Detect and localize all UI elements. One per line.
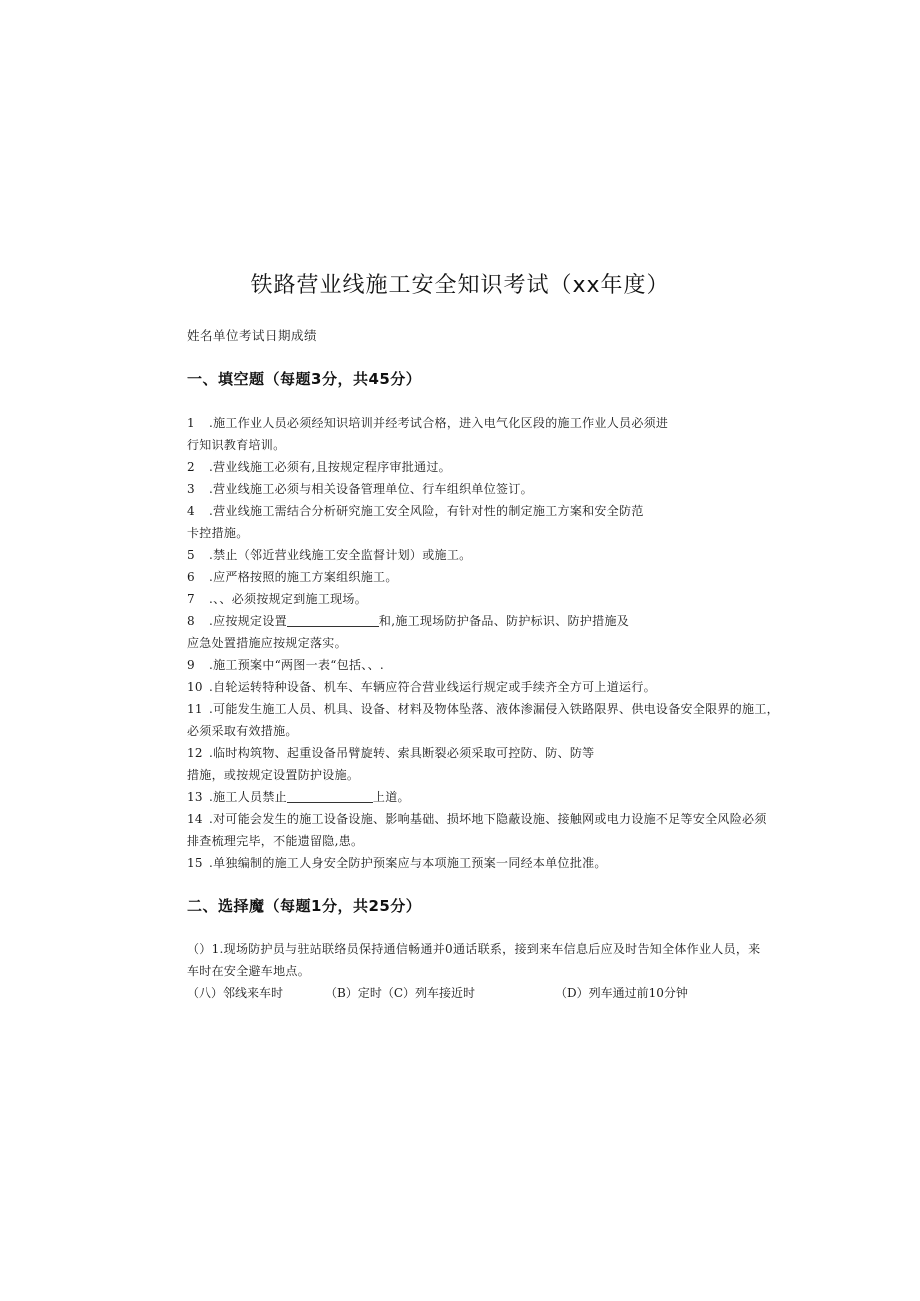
question-13: 13 .施工人员禁止 上道。 [187, 790, 410, 804]
question-1: 1 .施工作业人员必须经知识培训并经考试合格，进入电气化区段的施工作业人员必须进 [187, 416, 669, 430]
question-14: 14 .对可能会发生的施工设备设施、影响基础、损坏地下隐蔽设施、接触网或电力设施不足等安全风险必须 [187, 812, 767, 826]
mcq-1-stem-continued: 车时在安全避车地点。 [187, 964, 311, 978]
fill-in-blank-list [187, 412, 787, 874]
option-a: （八）邻线来车时 [187, 986, 284, 1000]
question-1-continued: 行知识教育培训。 [187, 438, 286, 452]
question-15: 15 .单独编制的施工人身安全防护预案应与本项施工预案一同经本单位批准。 [187, 856, 607, 870]
question-6: 6 .应严格按照的施工方案组织施工。 [187, 570, 398, 584]
mcq-1-options [187, 982, 787, 1004]
question-12: 12 .临时构筑物、起重设备吊臂旋转、索具断裂必须采取可控防、防、防等 [187, 746, 595, 760]
answer-blank[interactable] [287, 788, 373, 803]
answer-blank[interactable] [287, 612, 379, 627]
candidate-info-line: 姓名单位考试日期成绩 [187, 328, 318, 343]
question-2: 2 .营业线施工必须有,且按规定程序审批通过。 [187, 460, 451, 474]
question-5: 5 .禁止（邻近营业线施工安全监督计划）或施工。 [187, 548, 472, 562]
document-title: 铁路营业线施工安全知识考试（xx年度） [250, 273, 670, 298]
question-11: 11 .可能发生施工人员、机具、设备、材料及物体坠落、液体渗漏侵入铁路限界、供电设备安全限界的施工， [187, 702, 779, 716]
section-1-heading: 一、填空题（每题3分，共45分） [187, 370, 422, 388]
question-9: 9 .施工预案中“两图一表“包括、、. [187, 658, 384, 672]
question-8: 8 .应按规定设置 和,施工现场防护备品、防护标识、防护措施及 [187, 614, 630, 628]
question-8-continued: 应急处置措施应按规定落实。 [187, 636, 347, 650]
question-11-continued: 必须采取有效措施。 [187, 724, 298, 738]
question-10: 10 .自轮运转特种设备、机车、车辆应符合营业线运行规定或手续齐全方可上道运行。 [187, 680, 656, 694]
question-12-continued: 措施，或按规定设置防护设施。 [187, 768, 360, 782]
question-3: 3 .营业线施工必须与相关设备管理单位、行车组织单位签订。 [187, 482, 533, 496]
question-4: 4 .营业线施工需结合分析研究施工安全风险，有针对性的制定施工方案和安全防范 [187, 504, 644, 518]
multiple-choice-question-1 [187, 938, 787, 1004]
question-14-continued: 排查梳理完毕，不能遗留隐,患。 [187, 834, 364, 848]
question-7: 7 .、、必须按规定到施工现场。 [187, 592, 368, 606]
mcq-1-stem: （）1.现场防护员与驻站联络员保持通信畅通并0通话联系，接到来车信息后应及时告知全体作业人员，来 [187, 942, 761, 956]
option-d: （D）列车通过前10分钟 [555, 986, 688, 1000]
section-2-heading: 二、选择魔（每题1分，共25分） [187, 897, 422, 915]
option-b-c: （B）定时（C）列车接近时 [325, 986, 476, 1000]
question-4-continued: 卡控措施。 [187, 526, 249, 540]
